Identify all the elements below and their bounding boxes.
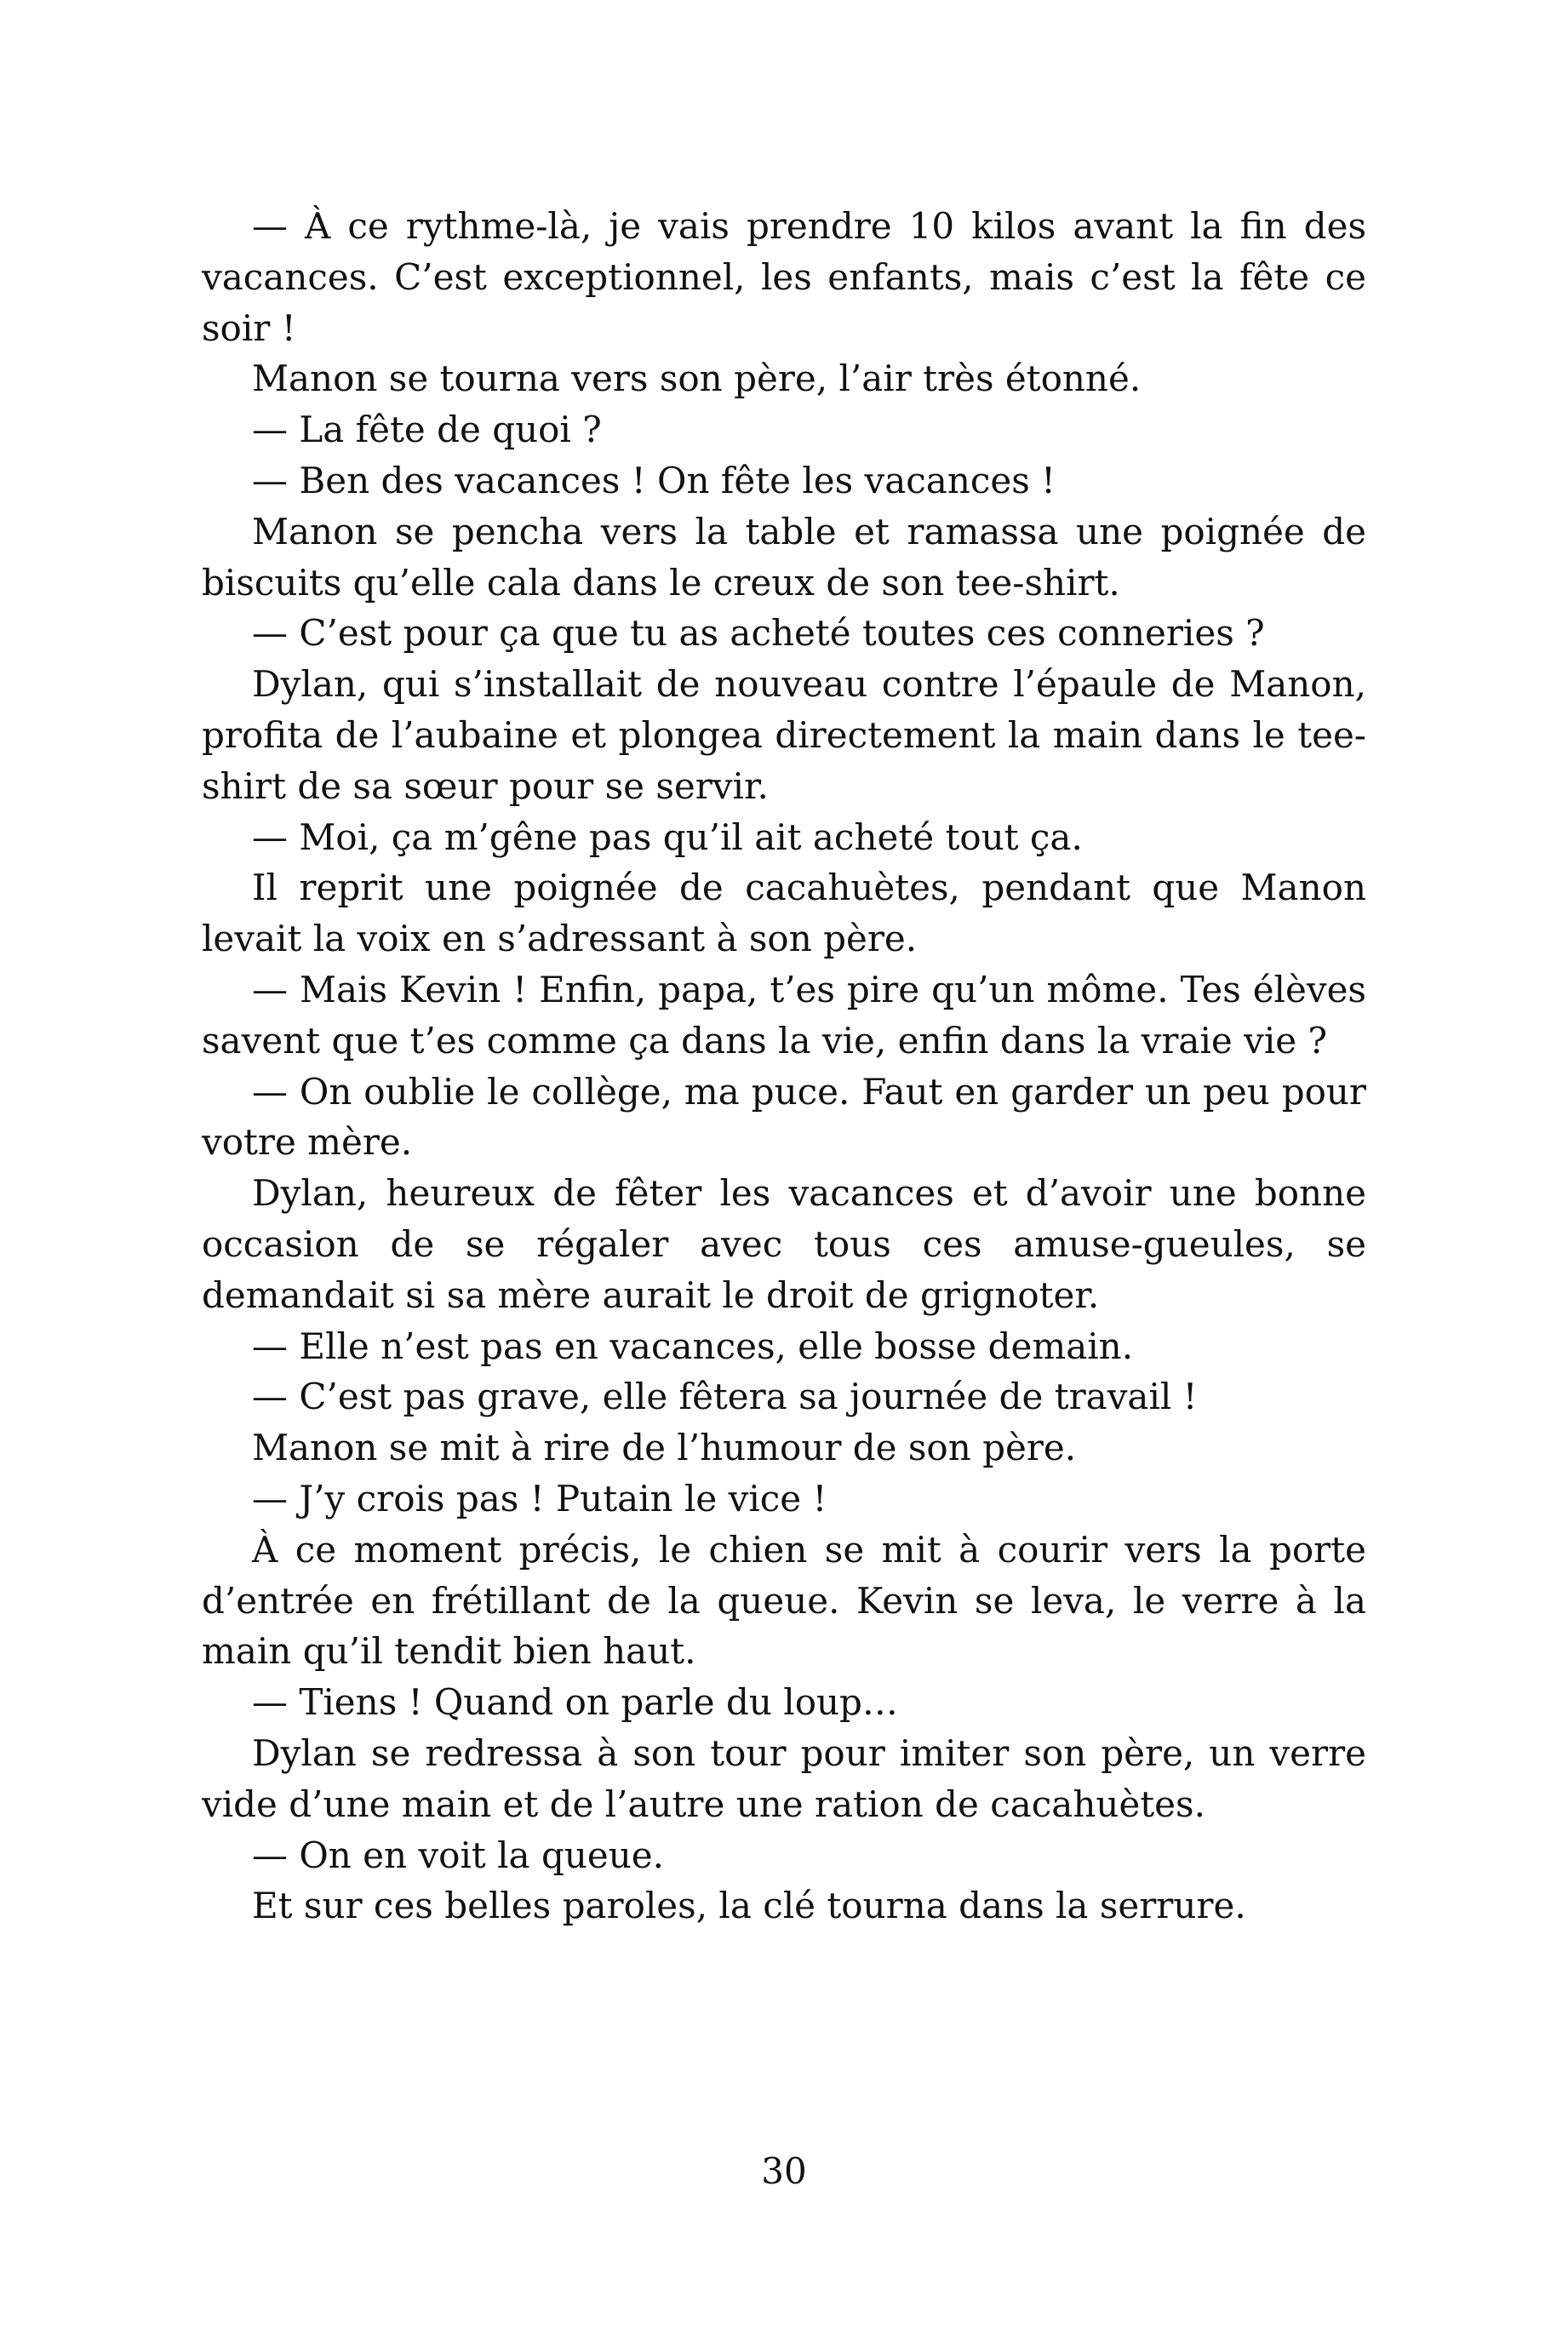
paragraph: Manon se mit à rire de l’humour de son père. (252, 1427, 1077, 1469)
page-number: 30 (761, 2150, 807, 2192)
paragraph: — Ben des vacances ! On fête les vacances ! (252, 459, 1056, 501)
page-body-text (202, 201, 1366, 1931)
paragraph: — C’est pas grave, elle fêtera sa journée de travail ! (252, 1376, 1198, 1418)
paragraph: Il reprit une poignée de cacahuètes, pendant que Manon levait la voix en s’adressant à son père. (202, 867, 1366, 960)
paragraph: — J’y crois pas ! Putain le vice ! (252, 1477, 827, 1519)
paragraph: Dylan, heureux de fêter les vacances et d’avoir une bonne occasion de se régaler avec tous ces amuse-gueules, se demandait si sa mère aurait le droit de grignoter. (202, 1172, 1366, 1316)
paragraph: — On oublie le collège, ma puce. Faut en garder un peu pour votre mère. (202, 1070, 1366, 1164)
paragraph: — Tiens ! Quand on parle du loup… (252, 1681, 898, 1724)
paragraph: Et sur ces belles paroles, la clé tourna dans la serrure. (252, 1885, 1246, 1927)
paragraph: Manon se pencha vers la table et ramassa une poignée de biscuits qu’elle cala dans le creux de son tee-shirt. (202, 510, 1366, 604)
paragraph: — Moi, ça m’gêne pas qu’il ait acheté tout ça. (252, 815, 1083, 858)
paragraph: Dylan, qui s’installait de nouveau contre l’épaule de Manon, profita de l’aubaine et plongea directement la main dans le tee-shirt de sa sœur pour se servir. (202, 663, 1366, 807)
paragraph: — La fête de quoi ? (252, 409, 602, 451)
paragraph: Dylan se redressa à son tour pour imiter son père, un verre vide d’une main et de l’autre une ration de cacahuètes. (202, 1731, 1366, 1825)
paragraph: — Elle n’est pas en vacances, elle bosse demain. (252, 1325, 1134, 1367)
paragraph: — C’est pour ça que tu as acheté toutes ces conneries ? (252, 612, 1265, 655)
paragraph: — On en voit la queue. (252, 1834, 664, 1876)
paragraph: — À ce rythme-là, je vais prendre 10 kilos avant la fin des vacances. C’est exceptionnel, les enfants, mais c’est la fête ce soir ! (202, 205, 1366, 349)
paragraph: À ce moment précis, le chien se mit à courir vers la porte d’entrée en frétillant de la queue. Kevin se leva, le verre à la main qu’il tendit bien haut. (202, 1528, 1366, 1673)
paragraph: — Mais Kevin ! Enfin, papa, t’es pire qu’un môme. Tes élèves savent que t’es comme ça dans la vie, enfin dans la vraie vie ? (202, 968, 1366, 1062)
paragraph: Manon se tourna vers son père, l’air très étonné. (252, 358, 1142, 400)
